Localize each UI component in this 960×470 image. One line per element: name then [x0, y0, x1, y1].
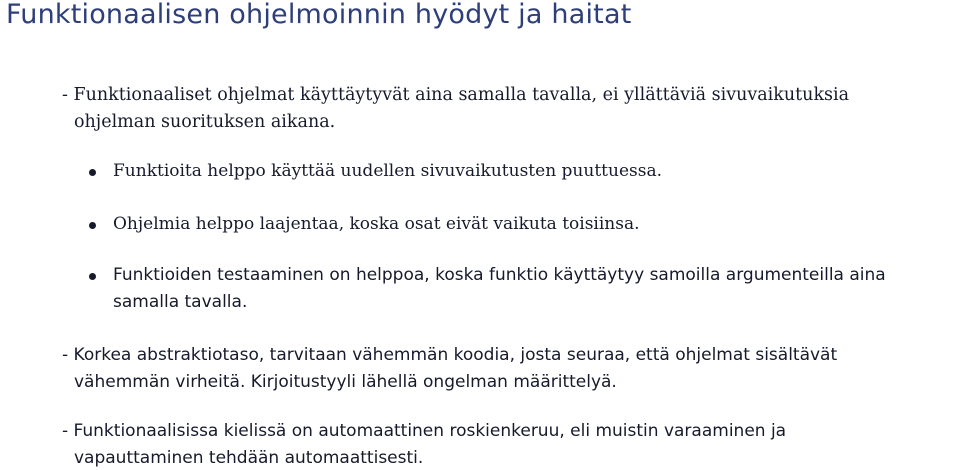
- bullet-dot-icon: [89, 222, 96, 229]
- bullet-text-3-line-2: samalla tavalla.: [113, 292, 248, 312]
- bullet-text-2: Ohjelmia helppo laajentaa, koska osat eivät vaikuta toisiinsa.: [113, 214, 640, 234]
- slide-title: Funktionaalisen ohjelmoinnin hyödyt ja haitat: [6, 0, 632, 30]
- bullet-dot-icon: [89, 169, 96, 176]
- garbage-collection-line-1: - Funktionaalisissa kielissä on automaattinen roskienkeruu, eli muistin varaaminen ja: [62, 421, 787, 441]
- intro-paragraph: [62, 82, 849, 136]
- bullet-dot-icon: [89, 273, 96, 280]
- intro-line-1: - Funktionaaliset ohjelmat käyttäytyvät aina samalla tavalla, ei yllättäviä sivuvaikutuksia: [62, 85, 850, 105]
- abstraction-paragraph: [62, 342, 837, 396]
- abstraction-line-1: - Korkea abstraktiotaso, tarvitaan vähemmän koodia, josta seuraa, että ohjelmat sisältävät: [62, 345, 838, 365]
- intro-line-2: ohjelman suorituksen aikana.: [74, 112, 336, 132]
- bullet-item-3: [89, 262, 886, 316]
- bullet-item-2: [89, 211, 640, 238]
- garbage-collection-paragraph: [62, 418, 786, 470]
- abstraction-line-2: vähemmän virheitä. Kirjoitustyyli lähellä ongelman määrittelyä.: [74, 372, 617, 392]
- bullet-text-3-line-1: Funktioiden testaaminen on helppoa, koska funktio käyttäytyy samoilla argumenteilla aina: [113, 265, 886, 285]
- garbage-collection-line-2: vapauttaminen tehdään automaattisesti.: [74, 448, 424, 468]
- bullet-text-1: Funktioita helppo käyttää uudellen sivuvaikutusten puuttuessa.: [113, 161, 662, 181]
- bullet-item-1: [89, 158, 662, 185]
